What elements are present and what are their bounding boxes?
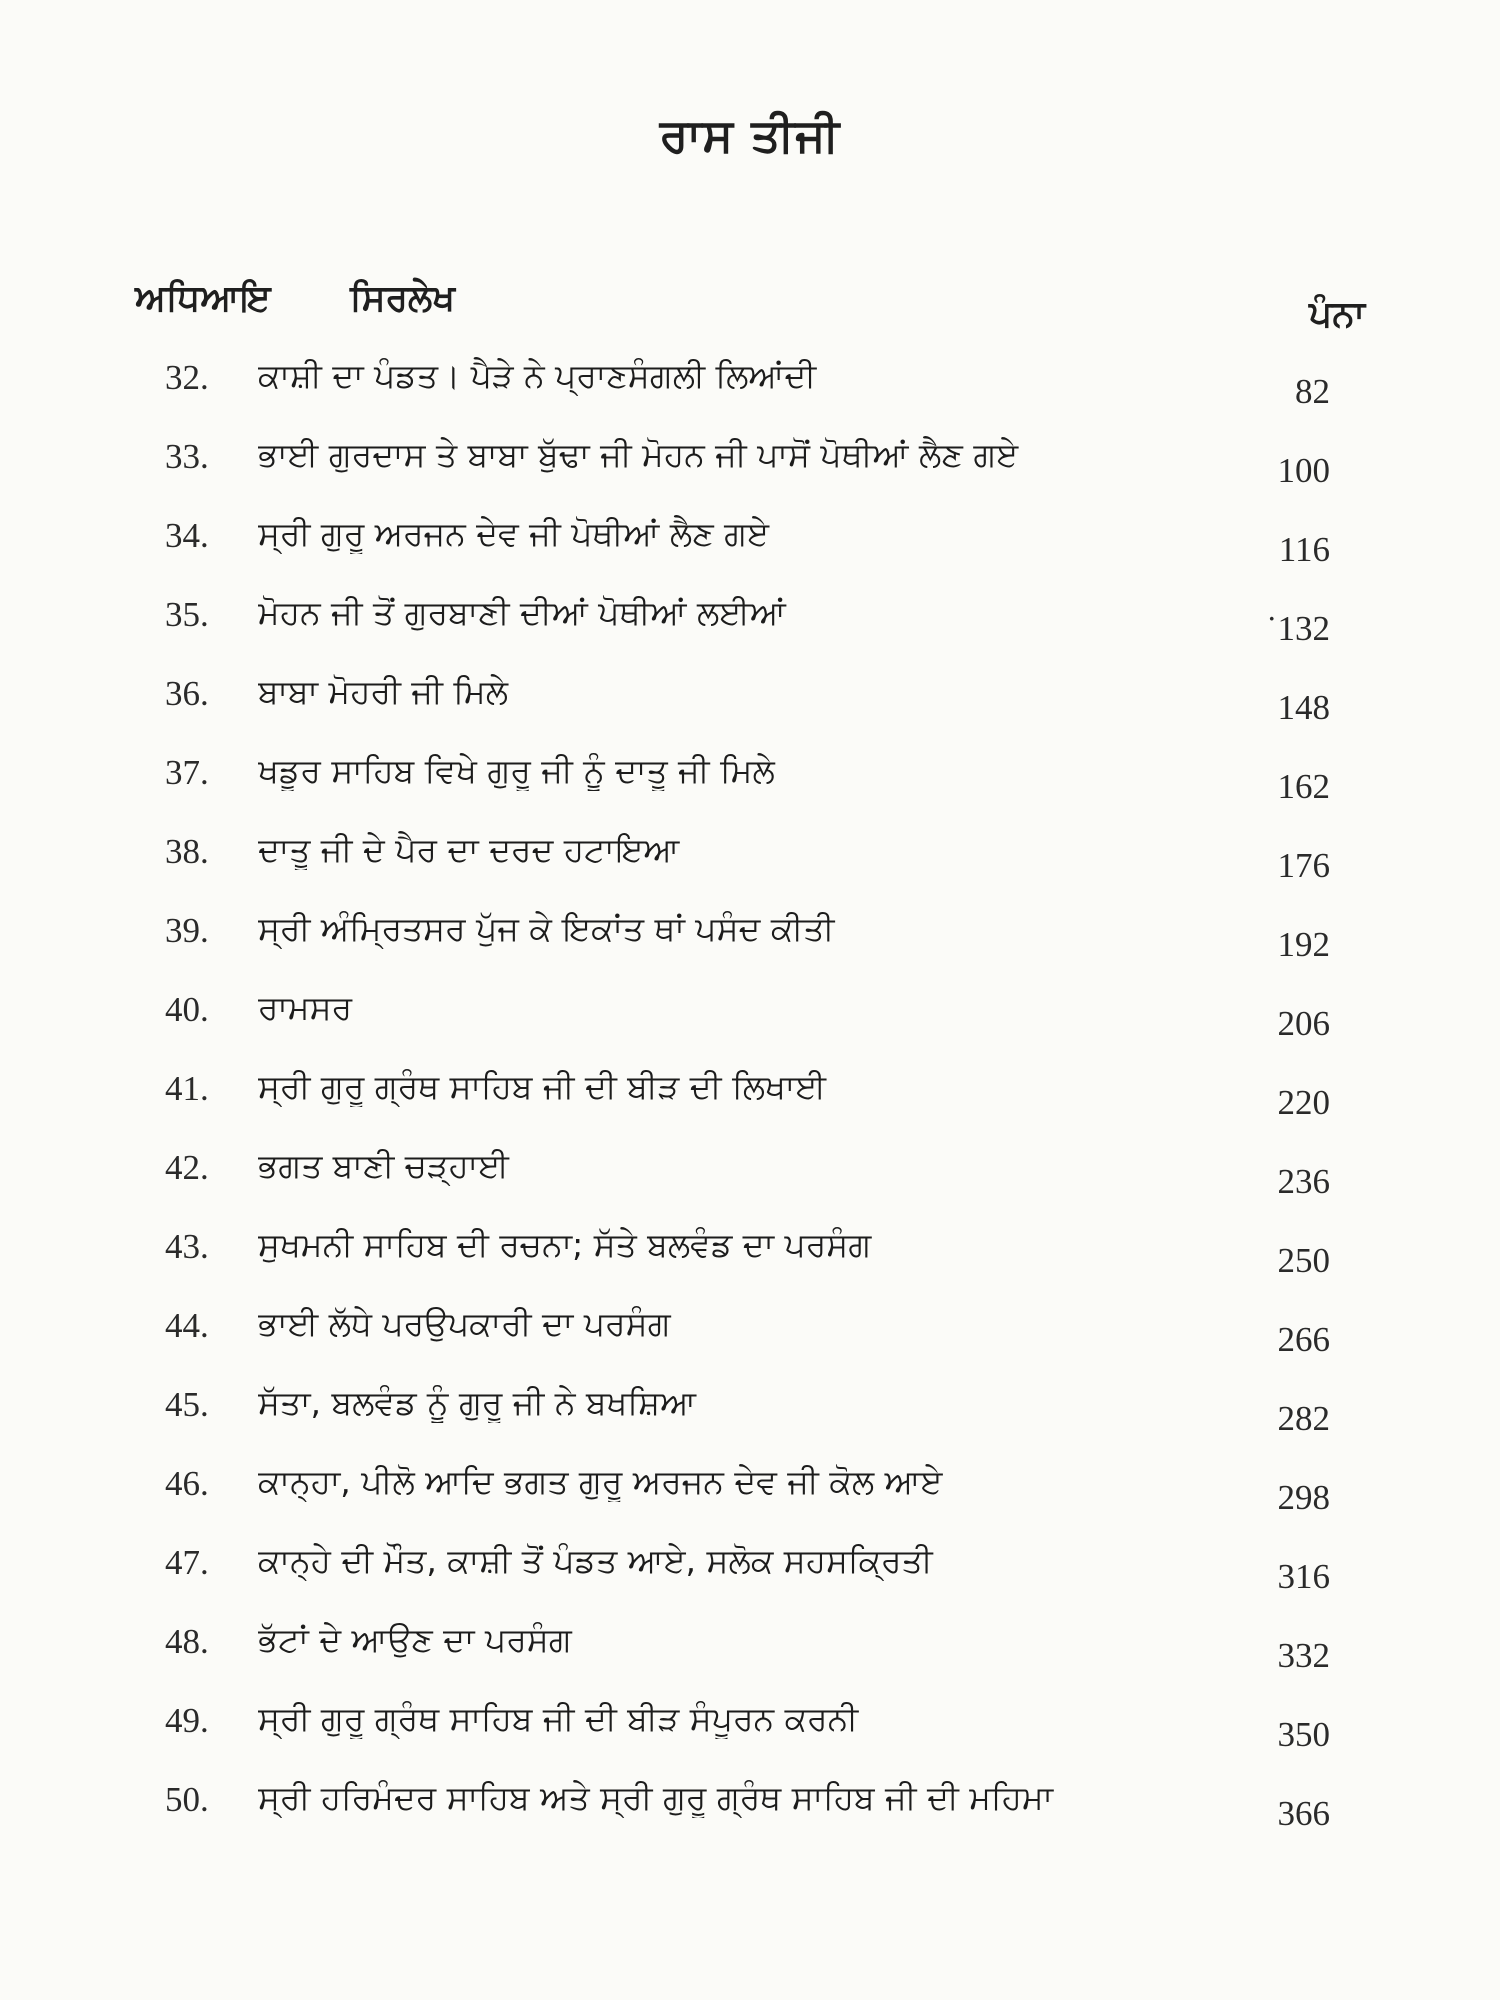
chapter-number: 38. [165, 832, 209, 871]
chapter-number: 43. [165, 1227, 209, 1266]
chapter-title: ਦਾਤੂ ਜੀ ਦੇ ਪੈਰ ਦਾ ਦਰਦ ਹਟਾਇਆ [258, 830, 680, 869]
page-number: 100 [1277, 451, 1330, 490]
toc-entry [0, 1377, 1500, 1456]
toc-entry [0, 824, 1500, 903]
toc-entry [0, 982, 1500, 1061]
chapter-title: ਭਾਈ ਲੱਧੇ ਪਰਉਪਕਾਰੀ ਦਾ ਪਰਸੰਗ [258, 1304, 671, 1343]
page-number: 192 [1277, 925, 1330, 964]
chapter-number: 41. [165, 1069, 209, 1108]
toc-entry [0, 1772, 1500, 1851]
page-number: 176 [1277, 846, 1330, 885]
chapter-title: ਰਾਮਸਰ [258, 988, 353, 1027]
chapter-title: ਸ੍ਰੀ ਗੁਰੂ ਗ੍ਰੰਥ ਸਾਹਿਬ ਜੀ ਦੀ ਬੀੜ ਦੀ ਲਿਖਾਈ [258, 1067, 826, 1106]
chapter-title: ਮੋਹਨ ਜੀ ਤੋਂ ਗੁਰਬਾਣੀ ਦੀਆਂ ਪੋਥੀਆਂ ਲਈਆਂ [258, 593, 786, 632]
heading-column-header: ਸਿਰਲੇਖ [350, 278, 456, 319]
chapter-title: ਖਡੂਰ ਸਾਹਿਬ ਵਿਖੇ ਗੁਰੂ ਜੀ ਨੂੰ ਦਾਤੂ ਜੀ ਮਿਲੇ [258, 751, 775, 790]
toc-entry [0, 1061, 1500, 1140]
page-column-header: ਪੰਨਾ [1308, 294, 1365, 335]
toc-entry [0, 350, 1500, 429]
chapter-number: 49. [165, 1701, 209, 1740]
chapter-number: 50. [165, 1780, 209, 1819]
page-number: 316 [1277, 1557, 1330, 1596]
page-title: ਰਾਸ ਤੀਜੀ [659, 108, 841, 162]
page-number: 220 [1277, 1083, 1330, 1122]
chapter-number: 32. [165, 358, 209, 397]
chapter-number: 42. [165, 1148, 209, 1187]
toc-entry [0, 587, 1500, 666]
chapter-title: ਸ੍ਰੀ ਗੁਰੂ ਅਰਜਨ ਦੇਵ ਜੀ ਪੋਥੀਆਂ ਲੈਣ ਗਏ [258, 514, 770, 553]
chapter-number: 44. [165, 1306, 209, 1345]
toc-entry [0, 508, 1500, 587]
toc-entry [0, 1140, 1500, 1219]
chapter-title: ਕਾਸ਼ੀ ਦਾ ਪੰਡਤ। ਪੈੜੇ ਨੇ ਪ੍ਰਾਣਸੰਗਲੀ ਲਿਆਂਦੀ [258, 356, 817, 395]
chapter-column-header: ਅਧਿਆਇ [135, 278, 271, 319]
toc-entry [0, 666, 1500, 745]
chapter-number: 45. [165, 1385, 209, 1424]
page-number: 148 [1277, 688, 1330, 727]
chapter-number: 46. [165, 1464, 209, 1503]
page-number: 206 [1277, 1004, 1330, 1043]
chapter-title: ਸ੍ਰੀ ਗੁਰੂ ਗ੍ਰੰਥ ਸਾਹਿਬ ਜੀ ਦੀ ਬੀੜ ਸੰਪੂਰਨ ਕਰਨੀ [258, 1699, 859, 1738]
chapter-number: 35. [165, 595, 209, 634]
chapter-number: 48. [165, 1622, 209, 1661]
chapter-title: ਸ੍ਰੀ ਅੰਮ੍ਰਿਤਸਰ ਪੁੱਜ ਕੇ ਇਕਾਂਤ ਥਾਂ ਪਸੰਦ ਕੀਤੀ [258, 909, 835, 948]
chapter-title: ਭੱਟਾਂ ਦੇ ਆਉਣ ਦਾ ਪਰਸੰਗ [258, 1620, 572, 1659]
chapter-title: ਭਾਈ ਗੁਰਦਾਸ ਤੇ ਬਾਬਾ ਬੁੱਢਾ ਜੀ ਮੋਹਨ ਜੀ ਪਾਸੋਂ ਪੋਥੀਆਂ ਲੈਣ ਗਏ [258, 435, 1019, 474]
chapter-title: ਭਗਤ ਬਾਣੀ ਚੜ੍ਹਾਈ [258, 1146, 509, 1185]
page-number: 250 [1277, 1241, 1330, 1280]
toc-entry [0, 903, 1500, 982]
toc-entry [0, 1614, 1500, 1693]
toc-entry [0, 1456, 1500, 1535]
chapter-number: 47. [165, 1543, 209, 1582]
toc-entry [0, 1298, 1500, 1377]
chapter-number: 40. [165, 990, 209, 1029]
page-number: 332 [1277, 1636, 1330, 1675]
page-number: 116 [1278, 530, 1330, 569]
page-number: 282 [1277, 1399, 1330, 1438]
page-number: 82 [1295, 372, 1330, 411]
chapter-title: ਕਾਨ੍ਹੇ ਦੀ ਮੌਤ, ਕਾਸ਼ੀ ਤੋਂ ਪੰਡਤ ਆਏ, ਸਲੋਕ ਸਹਸਕ੍ਰਿਤੀ [258, 1541, 933, 1580]
chapter-title: ਸੱਤਾ, ਬਲਵੰਡ ਨੂੰ ਗੁਰੂ ਜੀ ਨੇ ਬਖਸ਼ਿਆ [258, 1383, 696, 1422]
table-of-contents [0, 350, 1500, 1851]
page-number: 366 [1277, 1794, 1330, 1833]
chapter-title: ਸੁਖਮਨੀ ਸਾਹਿਬ ਦੀ ਰਚਨਾ; ਸੱਤੇ ਬਲਵੰਡ ਦਾ ਪਰਸੰਗ [258, 1225, 872, 1264]
toc-header [135, 278, 1365, 338]
toc-entry [0, 1693, 1500, 1772]
chapter-title: ਬਾਬਾ ਮੋਹਰੀ ਜੀ ਮਿਲੇ [258, 672, 509, 711]
chapter-number: 39. [165, 911, 209, 950]
chapter-title: ਕਾਨ੍ਹਾ, ਪੀਲੋ ਆਦਿ ਭਗਤ ਗੁਰੂ ਅਰਜਨ ਦੇਵ ਜੀ ਕੋਲ ਆਏ [258, 1462, 943, 1501]
page-number: 298 [1277, 1478, 1330, 1517]
chapter-number: 33. [165, 437, 209, 476]
page-number: 236 [1277, 1162, 1330, 1201]
chapter-number: 37. [165, 753, 209, 792]
page-number: ˙132 [1265, 609, 1330, 648]
chapter-number: 34. [165, 516, 209, 555]
chapter-title: ਸ੍ਰੀ ਹਰਿਮੰਦਰ ਸਾਹਿਬ ਅਤੇ ਸ੍ਰੀ ਗੁਰੂ ਗ੍ਰੰਥ ਸਾਹਿਬ ਜੀ ਦੀ ਮਹਿਮਾ [258, 1778, 1054, 1817]
page-number: 162 [1277, 767, 1330, 806]
page-number: 266 [1277, 1320, 1330, 1359]
toc-entry [0, 1535, 1500, 1614]
toc-entry [0, 429, 1500, 508]
toc-entry [0, 1219, 1500, 1298]
page-number: 350 [1277, 1715, 1330, 1754]
chapter-number: 36. [165, 674, 209, 713]
toc-entry [0, 745, 1500, 824]
